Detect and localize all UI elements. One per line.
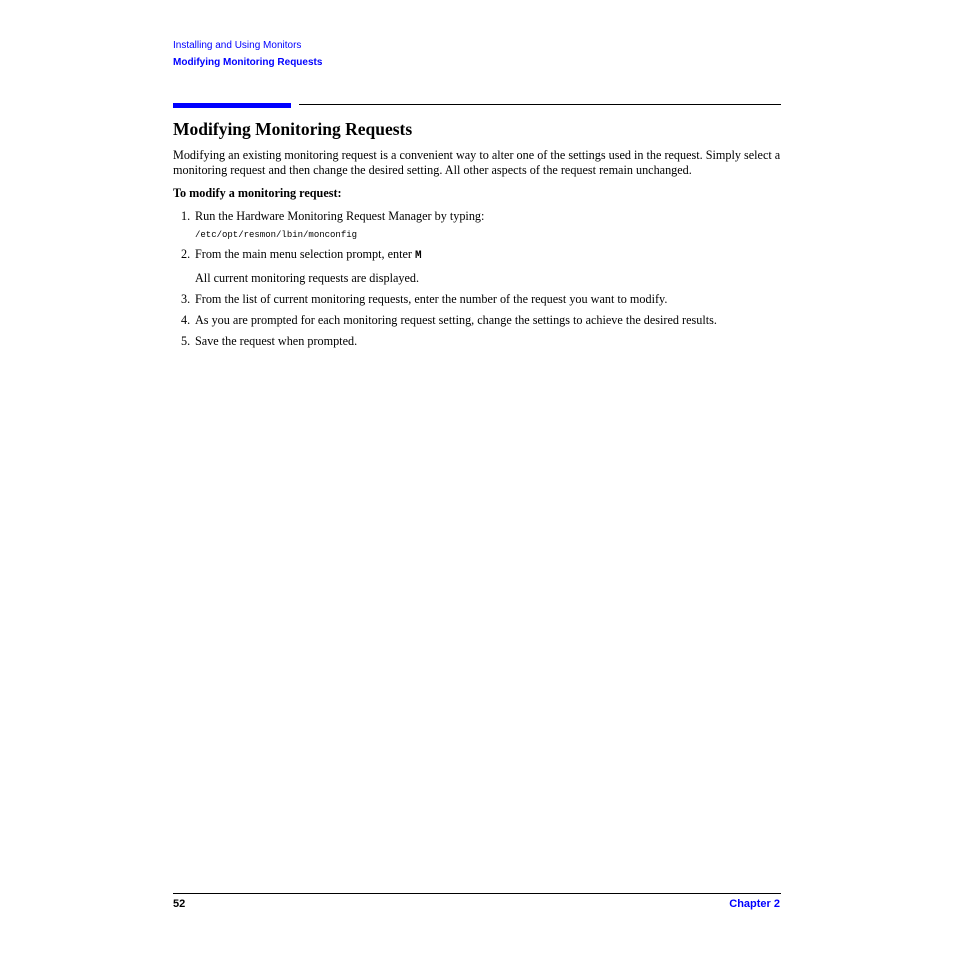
footer-rule [173, 893, 781, 894]
section-rule [299, 104, 781, 105]
page-content [173, 118, 783, 355]
header-breadcrumb[interactable]: Installing and Using Monitors [173, 40, 302, 51]
running-header [173, 37, 322, 71]
chapter-link[interactable]: Chapter 2 [729, 898, 780, 910]
intro-paragraph: Modifying an existing monitoring request is a convenient way to alter one of the settings used in the request. Simply select a monitoring request and then change the desired setting. All other aspects of the request remain unchanged. [173, 148, 781, 177]
step-item [173, 247, 783, 286]
menu-key: M [415, 250, 422, 262]
step-text: Run the Hardware Monitoring Request Manager by typing: [195, 209, 485, 223]
step-text: As you are prompted for each monitoring request setting, change the settings to achieve the desired results. [195, 313, 717, 327]
header-current-section[interactable]: Modifying Monitoring Requests [173, 57, 323, 68]
section-title: Modifying Monitoring Requests [173, 119, 413, 139]
step-number: 3. [181, 292, 191, 306]
step-number: 2. [181, 247, 191, 261]
procedure-steps [173, 209, 783, 349]
command-path: /etc/opt/resmon/lbin/monconfig [195, 230, 358, 240]
step-result-text: All current monitoring requests are displayed. [195, 271, 420, 285]
step-item [173, 292, 783, 307]
section-accent-bar [173, 103, 291, 108]
step-text: From the list of current monitoring requests, enter the number of the request you want to modify. [195, 292, 668, 306]
step-number: 4. [181, 313, 191, 327]
step-number: 1. [181, 209, 191, 223]
step-text: Save the request when prompted. [195, 334, 358, 348]
step-item [173, 209, 783, 241]
step-number: 5. [181, 334, 191, 348]
page-number: 52 [173, 898, 186, 910]
step-text: From the main menu selection prompt, enter [195, 247, 415, 261]
procedure-title: To modify a monitoring request: [173, 186, 342, 200]
step-item [173, 334, 783, 349]
step-item [173, 313, 783, 328]
